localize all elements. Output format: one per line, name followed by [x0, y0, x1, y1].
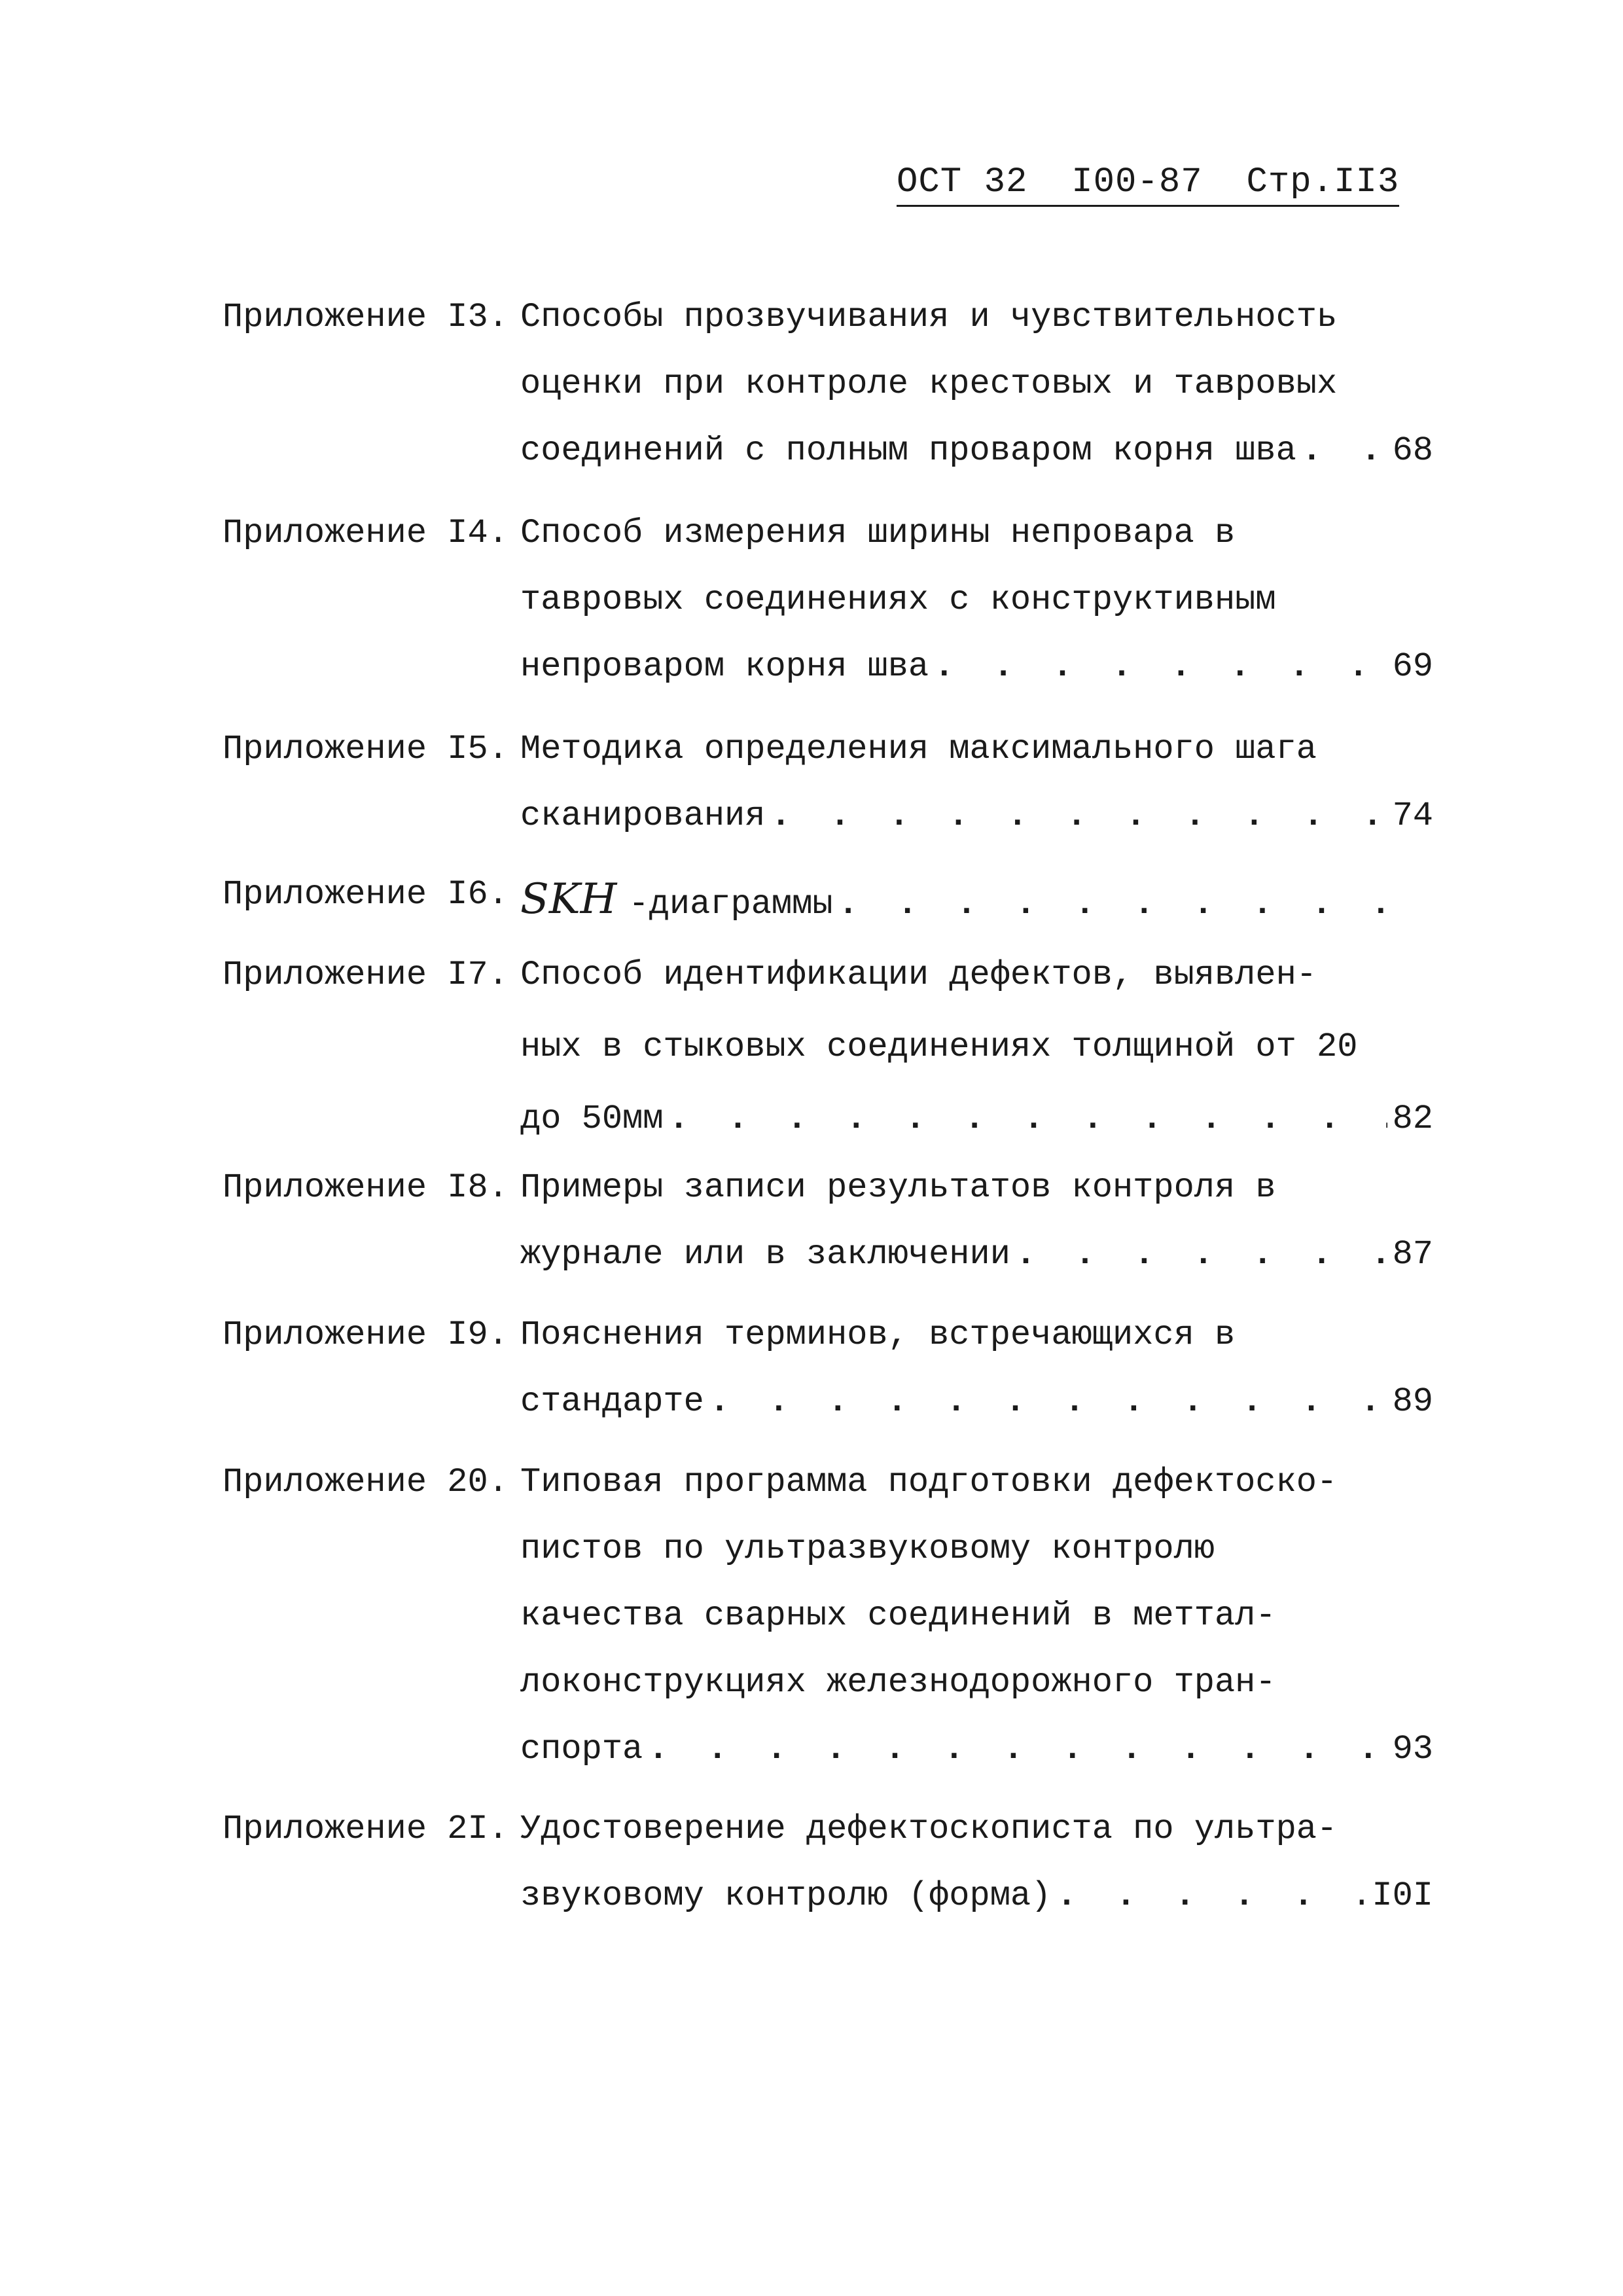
entry-prefix: Приложение I6. — [223, 875, 508, 914]
entry-last-line: спорта . . . 93 — [520, 1730, 1433, 1776]
entry-line: оценки при контроле крестовых и тавровых — [520, 365, 1338, 403]
page-number: 93 — [1392, 1730, 1433, 1768]
entry-line: тавровых соединениях с конструктивным — [520, 581, 1276, 619]
dot-leader — [1016, 1235, 1387, 1274]
dot-leader — [709, 1382, 1387, 1421]
entry-line: Способы прозвучивания и чувствительность — [520, 298, 1338, 336]
entry-line: Способ идентификации дефектов, выявлен- — [520, 956, 1317, 994]
dot-leader — [934, 647, 1387, 686]
dot-leader — [648, 1730, 1387, 1768]
skh-handwritten-label: SKH — [520, 875, 617, 921]
entry-line: Примеры записи результатов контроля в — [520, 1168, 1276, 1207]
entry-prefix: Приложение I8. — [223, 1168, 508, 1207]
entry-last-line: SKH -диаграммы . . . — [520, 875, 1433, 921]
entry-last-line: звуковому контролю (форма) . . . .I0I — [520, 1876, 1433, 1922]
entry-prefix: Приложение I9. — [223, 1316, 508, 1354]
entry-last-line: соединений с полным проваром корня шва . . . 68 — [520, 431, 1433, 477]
entry-line: локонструкциях железнодорожного тран- — [520, 1663, 1276, 1702]
page-number: 82 — [1392, 1100, 1433, 1138]
dot-leader — [1302, 431, 1387, 470]
dot-leader — [838, 885, 1428, 921]
dot-leader — [668, 1100, 1387, 1138]
entry-last-line: до 50мм . . . 82 — [520, 1100, 1433, 1145]
entry-line: ных в стыковых соединениях толщиной от 20 — [520, 1028, 1358, 1066]
entry-prefix: Приложение I3. — [223, 298, 508, 336]
entry-last-line: непроваром корня шва . . . 69 — [520, 647, 1433, 693]
entry-prefix: Приложение 20. — [223, 1463, 508, 1501]
entry-prefix: Приложение I5. — [223, 730, 508, 768]
entry-prefix: Приложение I7. — [223, 956, 508, 994]
entry-prefix: Приложение 2I. — [223, 1810, 508, 1848]
page-number: 74 — [1392, 797, 1433, 835]
dot-leader — [1056, 1876, 1346, 1915]
entry-line: качества сварных соединений в меттал- — [520, 1596, 1276, 1635]
entry-prefix: Приложение I4. — [223, 514, 508, 552]
page-header: ОСТ 32 I00-87 Стр.II3 — [897, 162, 1399, 207]
entry-last-line: стандарте . . . 89 — [520, 1382, 1433, 1428]
page-number: 89 — [1392, 1382, 1433, 1421]
entry-line: пистов по ультразвуковому контролю — [520, 1530, 1215, 1568]
entry-last-line: журнале или в заключении . . . 87 — [520, 1235, 1433, 1281]
entry-line: Способ измерения ширины непровара в — [520, 514, 1236, 552]
entry-line: Типовая программа подготовки дефектоско- — [520, 1463, 1338, 1501]
entry-line: Пояснения терминов, встречающихся в — [520, 1316, 1236, 1354]
dot-leader — [770, 797, 1387, 835]
page-number: 68 — [1392, 431, 1433, 470]
entry-line: Удостоверение дефектоскописта по ультра- — [520, 1810, 1338, 1848]
entry-line: Методика определения максимального шага — [520, 730, 1317, 768]
page-number: .I0I — [1351, 1876, 1433, 1915]
page-number: 69 — [1392, 647, 1433, 686]
page-number: 87 — [1392, 1235, 1433, 1274]
entry-last-line: сканирования . . . 74 — [520, 797, 1433, 842]
